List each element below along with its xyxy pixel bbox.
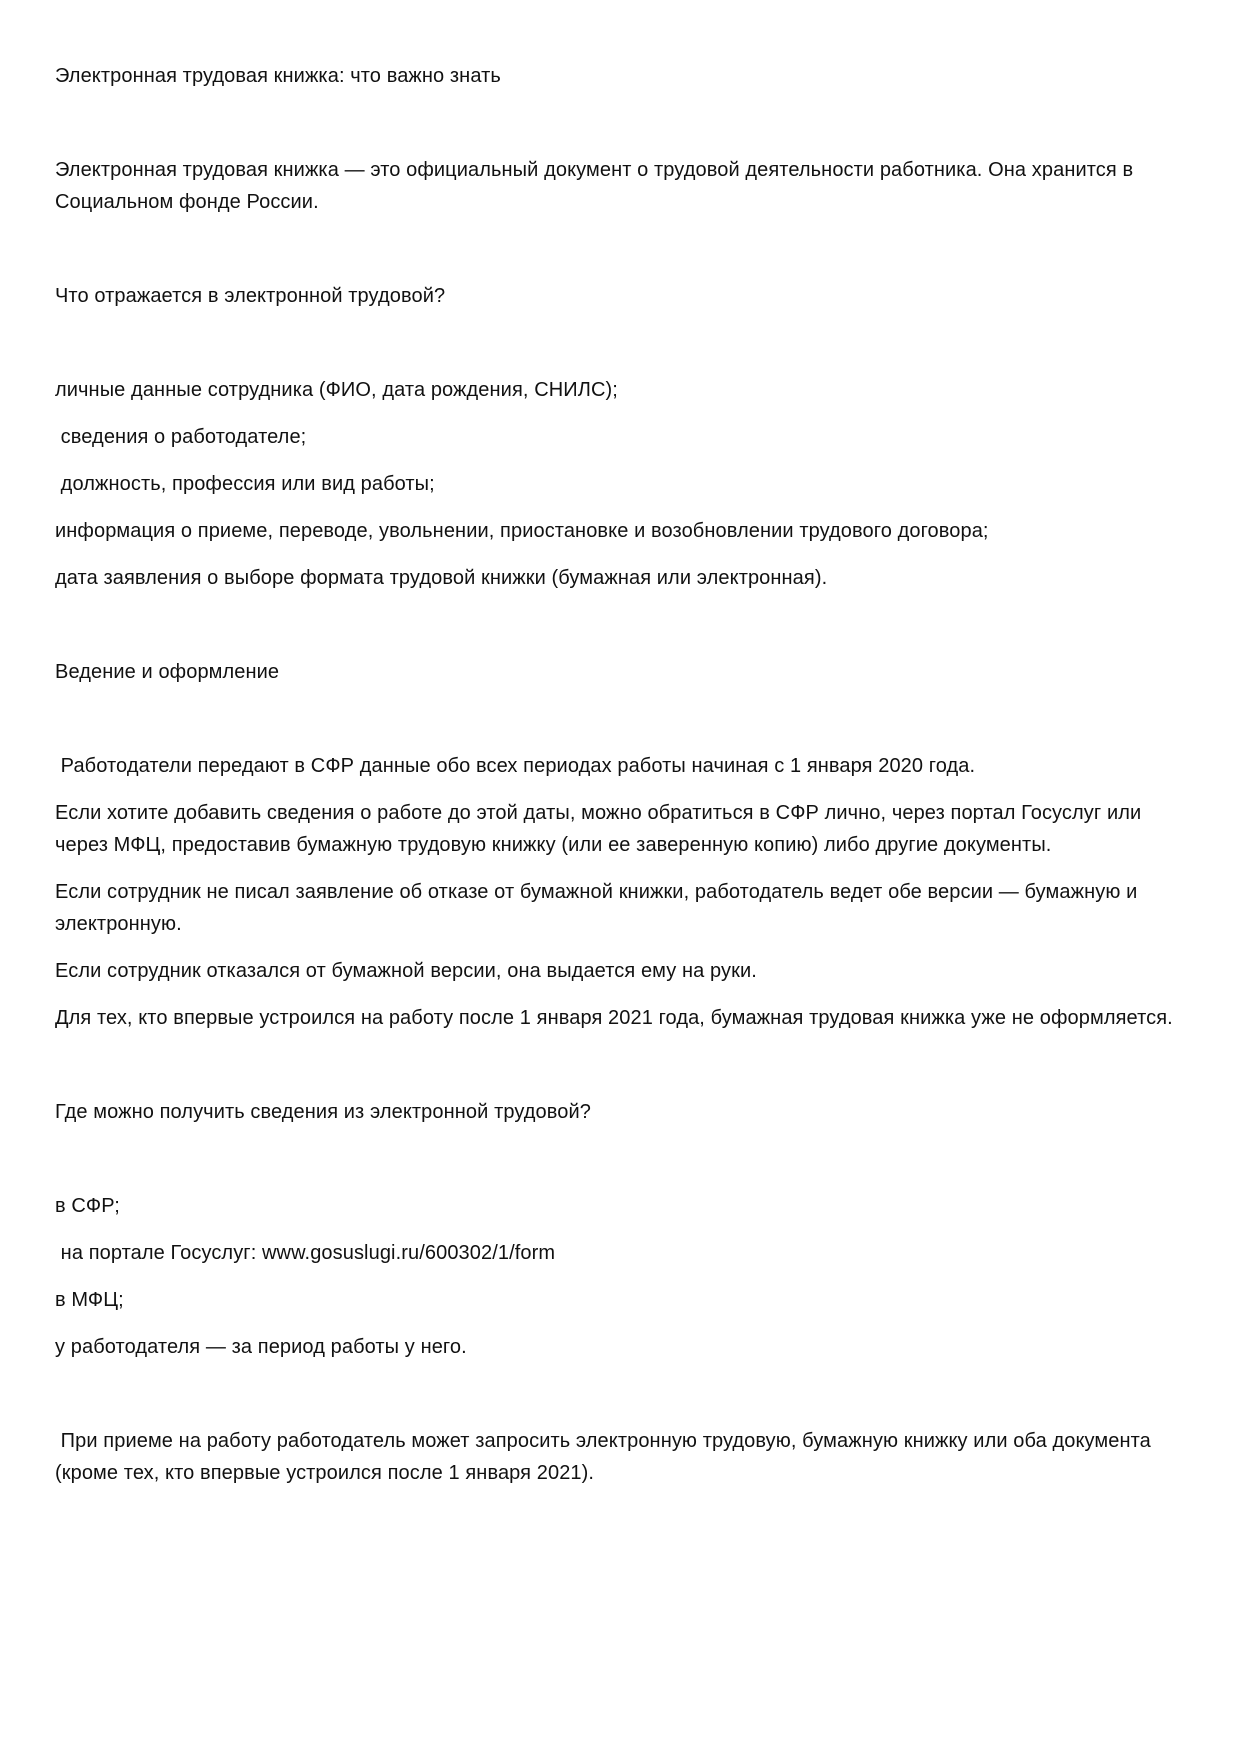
list-item-contract-events: информация о приеме, переводе, увольнении, приостановке и возобновлении трудового договора; [55, 520, 989, 542]
heading-where-to-get: Где можно получить сведения из электронной трудовой? [55, 1101, 591, 1123]
paragraph-both-versions: Если сотрудник не писал заявление об отказе от бумажной книжки, работодатель ведет обе версии — бумажную и электронную. [55, 881, 1144, 935]
blank-line [55, 1378, 1185, 1425]
paragraph-no-paper-after-2021: Для тех, кто впервые устроился на работу после 1 января 2021 года, бумажная трудовая книжка уже не оформляется. [55, 1007, 1173, 1029]
intro-paragraph: Электронная трудовая книжка — это официальный документ о трудовой деятельности работника. Она хранится в Социальном фонде России. [55, 159, 1139, 213]
list-item-employer-info: сведения о работодателе; [55, 426, 307, 448]
paragraph-add-earlier-records: Если хотите добавить сведения о работе до этой даты, можно обратиться в СФР лично, через портал Госуслуг или через МФЦ, предоставив бумажную трудовую книжку (или ее заверенную копию) либо другие документы. [55, 802, 1147, 856]
doc-title: Электронная трудовая книжка: что важно знать [55, 65, 501, 87]
paragraph-paper-returned: Если сотрудник отказался от бумажной версии, она выдается ему на руки. [55, 960, 757, 982]
heading-what-reflected: Что отражается в электронной трудовой? [55, 285, 446, 307]
list-item-employer: у работодателя — за период работы у него. [55, 1336, 467, 1358]
list-item-position: должность, профессия или вид работы; [55, 473, 435, 495]
list-item-mfc: в МФЦ; [55, 1289, 124, 1311]
list-item-gosuslugi-url: на портале Госуслуг: www.gosuslugi.ru/600302/1/form [55, 1242, 556, 1264]
list-item-format-choice-date: дата заявления о выборе формата трудовой книжки (бумажная или электронная). [55, 567, 828, 589]
blank-line [55, 107, 1185, 154]
blank-line [55, 703, 1185, 750]
blank-line [55, 1049, 1185, 1096]
list-item-sfr: в СФР; [55, 1195, 120, 1217]
paragraph-sfr-data-2020: Работодатели передают в СФР данные обо всех периодах работы начиная с 1 января 2020 года. [55, 755, 976, 777]
blank-line [55, 327, 1185, 374]
list-item-personal-data: личные данные сотрудника (ФИО, дата рождения, СНИЛС); [55, 379, 618, 401]
blank-line [55, 1143, 1185, 1190]
blank-line [55, 233, 1185, 280]
closing-paragraph: При приеме на работу работодатель может запросить электронную трудовую, бумажную книжку или оба документа (кроме тех, кто впервые устроился после 1 января 2021). [55, 1430, 1157, 1484]
heading-keeping: Ведение и оформление [55, 661, 280, 683]
blank-line [55, 609, 1185, 656]
